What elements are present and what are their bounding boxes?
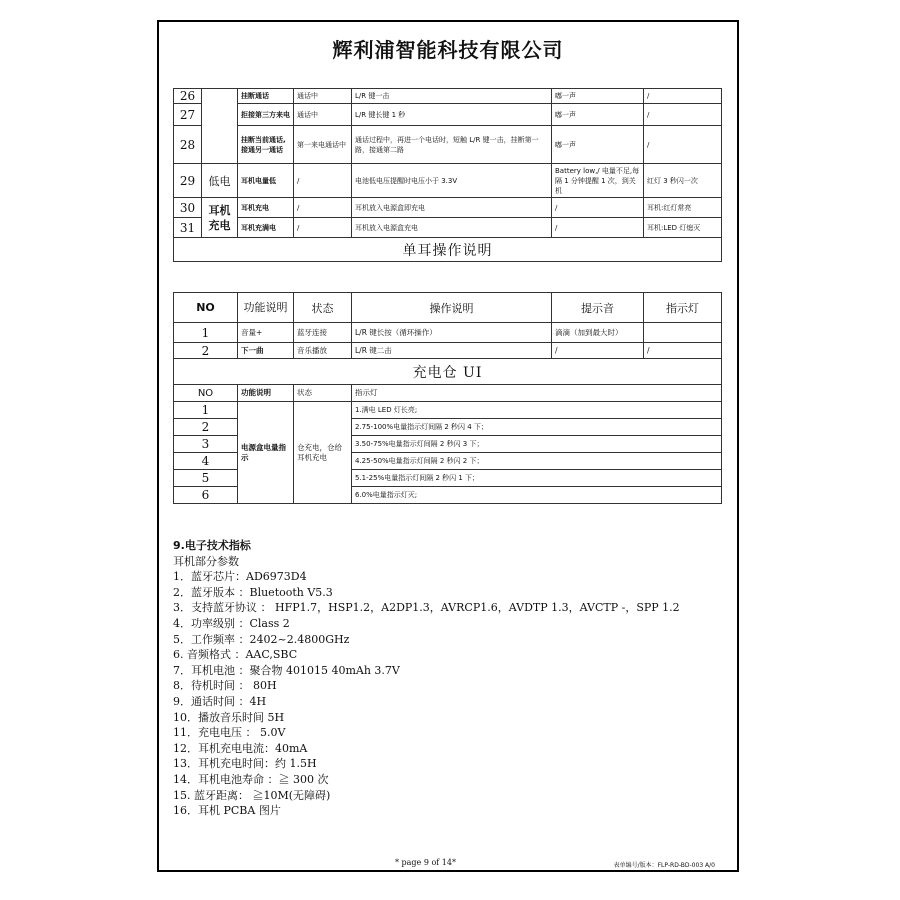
spec-item: 13．耳机充电时间：约 1.5H — [173, 757, 317, 771]
spec-subheading: 耳机部分参数 — [173, 554, 239, 568]
row-func: 挂断当前通话,接通另一通话 — [238, 126, 294, 164]
spec-item: 9．通话时间 ：4H — [173, 694, 267, 708]
row-func: 挂断通话 — [238, 89, 294, 104]
spec-item: 8．待机时间 ： 80H — [173, 679, 277, 693]
spec-item: 3．支持蓝牙协议 ： HFP1.7，HSP1.2，A2DP1.3，AVRCP1.6，AVDTP 1.3，AVCTP -，SPP 1.2 — [173, 601, 680, 615]
row-no: 27 — [174, 104, 202, 126]
table-row — [174, 402, 722, 419]
row-no: 30 — [174, 198, 202, 218]
spec-item: 11．充电电压 ： 5.0V — [173, 726, 286, 740]
row-led: / — [644, 104, 722, 126]
company-title: 辉利浦智能科技有限公司 — [332, 38, 564, 62]
row-op: 耳机放入电源盒即充电 — [352, 198, 552, 218]
spec-item: 7．耳机电池 ：聚合物 401015 40mAh 3.7V — [173, 663, 400, 677]
row-no: 5 — [174, 470, 238, 487]
row-state: 第一来电通话中 — [294, 126, 352, 164]
row-led: 4.25-50%电量指示灯间隔 2 秒闪 2 下； — [352, 453, 722, 470]
spec-section — [173, 538, 713, 819]
row-op: L/R 键二击 — [352, 343, 552, 359]
charging-ui-title: 充电仓 UI — [174, 359, 722, 385]
row-state: 通话中 — [294, 104, 352, 126]
row-tone: Battery low,/ 电量不足,每隔 1 分钟提醒 1 次，到关机 — [552, 164, 644, 198]
row-no: 1 — [174, 402, 238, 419]
row-led: 耳机:红灯常亮 — [644, 198, 722, 218]
row-func: 耳机电量低 — [238, 164, 294, 198]
header-state: 状态 — [294, 293, 352, 323]
row-op: 电池低电压提醒时电压小于 3.3V — [352, 164, 552, 198]
row-state: 蓝牙连接 — [294, 323, 352, 343]
row-led: 6.0%电量指示灯灭; — [352, 487, 722, 504]
header-no: NO — [174, 293, 238, 323]
row-led: 3.50-75%电量指示灯间隔 2 秒闪 3 下； — [352, 436, 722, 453]
single-ear-title: 单耳操作说明 — [174, 238, 722, 262]
header-led: 指示灯 — [352, 385, 722, 402]
row-func: 耳机充电 — [238, 198, 294, 218]
row-tone: 嘟一声 — [552, 104, 644, 126]
row-no: 4 — [174, 453, 238, 470]
row-group: 耳机充电 — [202, 198, 238, 238]
row-op: 耳机放入电源盒充电 — [352, 218, 552, 238]
table-row — [174, 104, 722, 126]
row-group — [202, 89, 238, 164]
section-row — [174, 238, 722, 262]
spec-item: 2．蓝牙版本 ：Bluetooth V5.3 — [173, 585, 333, 599]
row-func: 拒接第三方来电 — [238, 104, 294, 126]
table-row — [174, 198, 722, 218]
single-ear-table — [173, 292, 722, 385]
table-row — [174, 218, 722, 238]
row-func: 音量+ — [238, 323, 294, 343]
operations-table — [173, 88, 722, 262]
row-func: 下一曲 — [238, 343, 294, 359]
row-led: / — [644, 343, 722, 359]
spec-item: 1．蓝牙芯片：AD6973D4 — [173, 570, 307, 584]
row-func: 耳机充满电 — [238, 218, 294, 238]
header-no: NO — [174, 385, 238, 402]
spec-item: 12．耳机充电电流：40mA — [173, 741, 308, 755]
table-header-row — [174, 293, 722, 323]
header-func: 功能说明 — [238, 385, 294, 402]
row-state: 通话中 — [294, 89, 352, 104]
header-state: 状态 — [294, 385, 352, 402]
row-tone: / — [552, 198, 644, 218]
header-op: 操作说明 — [352, 293, 552, 323]
spec-item: 6. 音频格式 ：AAC,SBC — [173, 648, 298, 662]
form-code: 表单编号/版本：FLP-RD-BD-003 A/0 — [613, 862, 715, 869]
row-no: 2 — [174, 419, 238, 436]
row-no: 3 — [174, 436, 238, 453]
spec-item: 14．耳机电池寿命 ：≧ 300 次 — [173, 772, 329, 786]
row-led: / — [644, 126, 722, 164]
page-number: * page 9 of 14* — [395, 858, 456, 867]
table-header-row — [174, 385, 722, 402]
row-no: 26 — [174, 89, 202, 104]
charging-state: 仓充电，仓给耳机充电 — [294, 402, 352, 504]
row-led — [644, 323, 722, 343]
charging-ui-table — [173, 384, 722, 504]
section-row — [174, 359, 722, 385]
row-no: 6 — [174, 487, 238, 504]
spec-heading: 9.电子技术指标 — [173, 539, 251, 552]
row-no: 31 — [174, 218, 202, 238]
header-func: 功能说明 — [238, 293, 294, 323]
row-state: / — [294, 218, 352, 238]
row-tone: 嘟一声 — [552, 89, 644, 104]
spec-item: 10．播放音乐时间 5H — [173, 710, 285, 724]
row-group: 低电 — [202, 164, 238, 198]
spec-item: 16．耳机 PCBA 图片 — [173, 804, 281, 818]
spec-item: 4．功率级别 ：Class 2 — [173, 616, 290, 630]
row-led: 红灯 3 秒闪一次 — [644, 164, 722, 198]
row-no: 28 — [174, 126, 202, 164]
row-tone: 滴滴（加到最大时） — [552, 323, 644, 343]
spec-item: 15. 蓝牙距离： ≧10M(无障碍) — [173, 788, 331, 802]
row-tone: / — [552, 218, 644, 238]
row-tone: 嘟一声 — [552, 126, 644, 164]
row-no: 29 — [174, 164, 202, 198]
row-no: 2 — [174, 343, 238, 359]
header-tone: 提示音 — [552, 293, 644, 323]
row-no: 1 — [174, 323, 238, 343]
row-op: L/R 键长按（循环操作） — [352, 323, 552, 343]
row-op: L/R 键长键 1 秒 — [352, 104, 552, 126]
document-page — [157, 20, 739, 872]
row-led: 耳机:LED 灯熄灭 — [644, 218, 722, 238]
row-led: / — [644, 89, 722, 104]
table-row — [174, 343, 722, 359]
row-state: 音乐播放 — [294, 343, 352, 359]
table-row — [174, 126, 722, 164]
charging-func: 电源盒电量指示 — [238, 402, 294, 504]
spec-item: 5．工作频率 ：2402~2.4800GHz — [173, 632, 350, 646]
table-row — [174, 323, 722, 343]
row-led: 5.1-25%电量指示灯间隔 2 秒闪 1 下； — [352, 470, 722, 487]
row-led: 2.75-100%电量指示灯间隔 2 秒闪 4 下； — [352, 419, 722, 436]
row-state: / — [294, 198, 352, 218]
row-op: 通话过程中，再进一个电话时，短触 L/R 键一击，挂断第一路，接通第二路 — [352, 126, 552, 164]
header-led: 指示灯 — [644, 293, 722, 323]
row-led: 1.满电 LED 灯长亮; — [352, 402, 722, 419]
table-row — [174, 89, 722, 104]
row-state: / — [294, 164, 352, 198]
table-row — [174, 164, 722, 198]
row-op: L/R 键一击 — [352, 89, 552, 104]
row-tone: / — [552, 343, 644, 359]
